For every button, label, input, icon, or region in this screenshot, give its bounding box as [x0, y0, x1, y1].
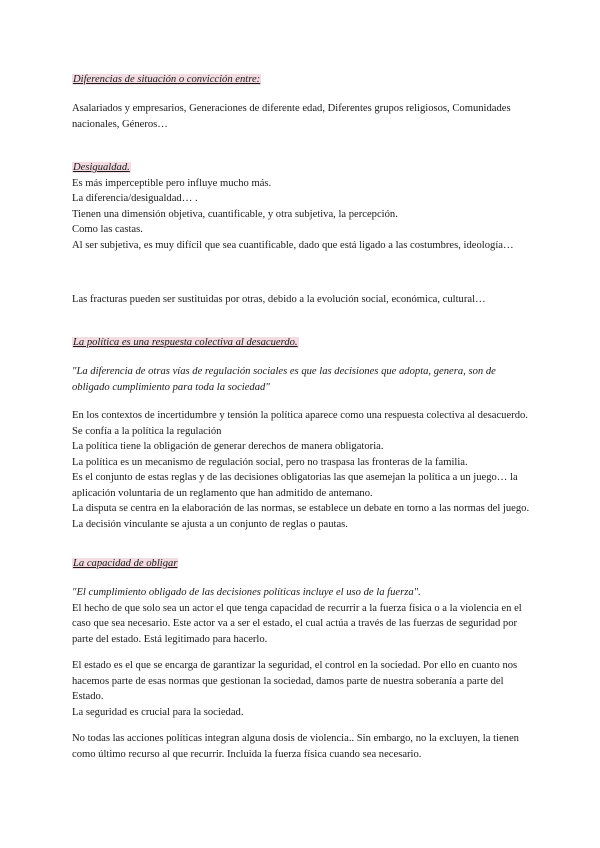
paragraph: Asalariados y empresarios, Generaciones de diferente edad, Diferentes grupos religiosos, Comunidades nacionales, Géneros… — [72, 103, 511, 130]
paragraph: La diferencia/desigualdad… . — [72, 193, 198, 204]
paragraph: El estado es el que se encarga de garantizar la seguridad, el control en la sociedad. Por ello en cuanto nos hacemos parte de esas normas que gestionan la sociedad, damos parte de nuestra soberanía a parte del Estado. — [72, 660, 518, 702]
heading-inequality: Desigualdad. — [73, 162, 130, 173]
paragraph: Las fracturas pueden ser sustituidas por otras, debido a la evolución social, económica, cultural… — [72, 294, 486, 305]
heading-differences: Diferencias de situación o convicción entre: — [73, 74, 261, 85]
section-differences — [72, 72, 532, 88]
paragraph: La seguridad es crucial para la sociedad. — [72, 706, 244, 718]
section-fractures — [72, 292, 532, 308]
section-capacity — [72, 556, 532, 572]
quote: "La diferencia de otras vías de regulación sociales es que las decisiones que adopta, genera, son de obligado cumplimiento para toda la sociedad" — [72, 366, 496, 393]
paragraph: En los contextos de incertidumbre y tensión la política aparece como una respuesta colectiva al desacuerdo. — [72, 410, 528, 421]
paragraph: Al ser subjetiva, es muy difícil que sea cuantificable, dado que está ligado a las costumbres, ideología… — [72, 239, 514, 251]
capacity-body — [72, 585, 532, 647]
section-inequality — [72, 160, 532, 253]
heading-politics-response: La política es una respuesta colectiva al desacuerdo. — [73, 337, 298, 348]
violence-body — [72, 731, 532, 762]
heading-capacity: La capacidad de obligar — [73, 558, 178, 569]
paragraph: Tienen una dimensión objetiva, cuantificable, y otra subjetiva, la percepción. — [72, 208, 398, 220]
paragraph: No todas las acciones políticas integran alguna dosis de violencia.. Sin embargo, no la excluyen, la tienen como último recurso al que recurrir. Incluida la fuerza física cuando sea necesario. — [72, 733, 519, 760]
paragraph: La disputa se centra en la elaboración de las normas, se establece un debate en torno a las normas del juego. La decisión vinculante se ajusta a un conjunto de reglas o pautas. — [72, 503, 530, 530]
politics-body — [72, 408, 532, 532]
paragraph: La política tiene la obligación de generar derechos de manera obligatoria. — [72, 441, 384, 452]
quote-regulation — [72, 364, 532, 395]
paragraph: Es el conjunto de estas reglas y de las decisiones obligatorias las que asemejan la política a un juego… la aplicación voluntaria de un reglamento que han admitido de antemano. — [72, 472, 518, 499]
paragraph: El hecho de que solo sea un actor el que tenga capacidad de recurrir a la fuerza física o a la violencia en el caso que sea necesario. Este actor va a ser el estado, el cual actúa a través de las fuerzas de seguridad por parte del estado. Está legitimado para hacerlo. — [72, 602, 522, 645]
paragraph: La política es un mecanismo de regulación social, pero no traspasa las fronteras de la familia. — [72, 456, 468, 468]
quote: "El cumplimiento obligado de las decisiones políticas incluye el uso de la fuerza". — [72, 587, 421, 598]
state-body — [72, 658, 532, 720]
paragraph: Como las castas. — [72, 224, 143, 235]
section-politics-response — [72, 335, 532, 351]
differences-body — [72, 101, 532, 132]
paragraph: Es más imperceptible pero influye mucho más. — [72, 177, 272, 189]
paragraph: Se confía a la política la regulación — [72, 425, 222, 437]
